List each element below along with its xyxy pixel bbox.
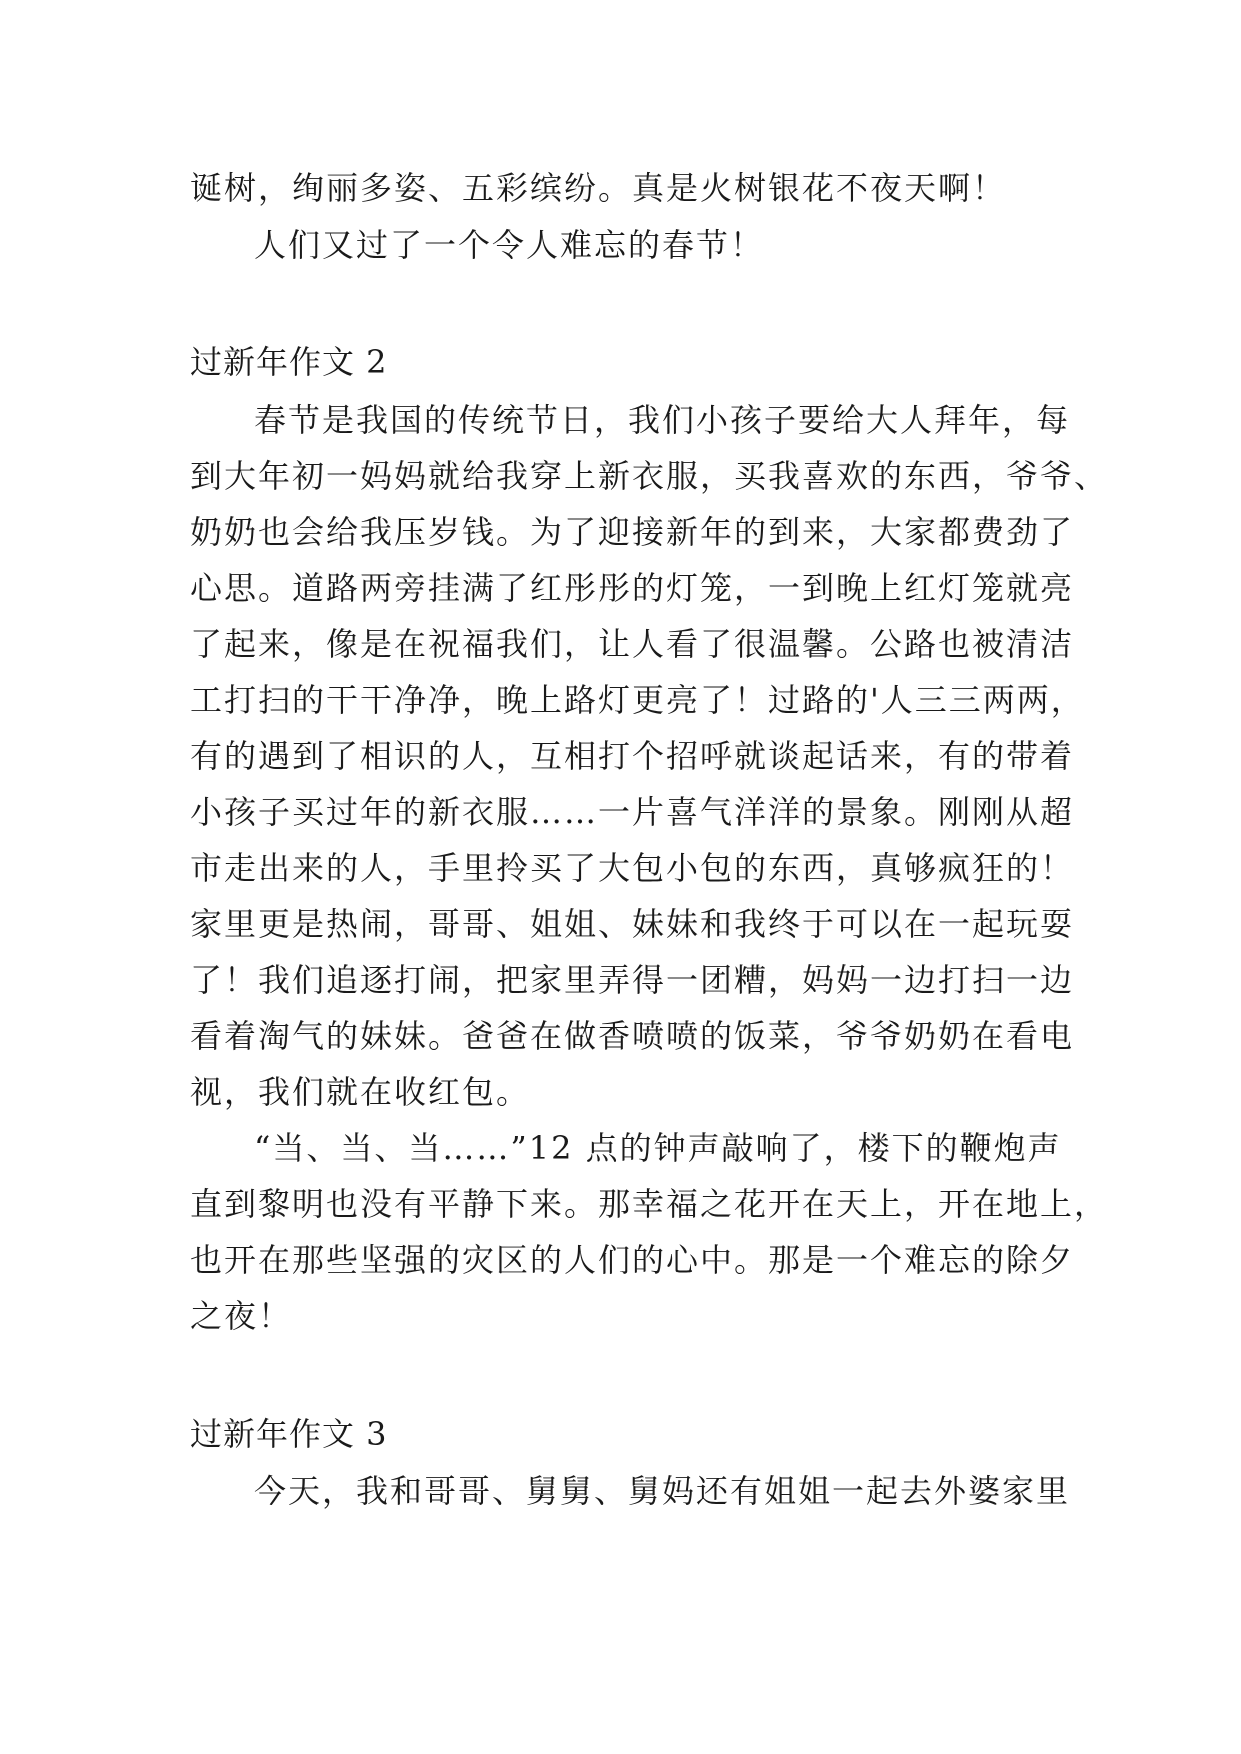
paragraph-line: 人们又过了一个令人难忘的春节！: [254, 226, 765, 264]
paragraph-line: 心思。道路两旁挂满了红彤彤的灯笼，一到晚上红灯笼就亮: [190, 569, 1075, 607]
paragraph-line: 小孩子买过年的新衣服……一片喜气洋洋的景象。刚刚从超: [190, 793, 1075, 831]
paragraph-line: 了！我们追逐打闹，把家里弄得一团糟，妈妈一边打扫一边: [190, 961, 1075, 999]
paragraph-line: 春节是我国的传统节日，我们小孩子要给大人拜年，每: [254, 401, 1071, 439]
paragraph-line: 看着淘气的妹妹。爸爸在做香喷喷的饭菜，爷爷奶奶在看电: [190, 1017, 1075, 1055]
paragraph-line: 之夜！: [190, 1297, 293, 1335]
paragraph-line: 了起来，像是在祝福我们，让人看了很温馨。公路也被清洁: [190, 625, 1075, 663]
paragraph-line: 到大年初一妈妈就给我穿上新衣服，买我喜欢的东西，爷爷、: [190, 457, 1109, 495]
paragraph-line: 视，我们就在收红包。: [190, 1073, 531, 1111]
paragraph-line: 工打扫的干干净净，晚上路灯更亮了！过路的'人三三两两，: [190, 681, 1085, 719]
paragraph-line: 奶奶也会给我压岁钱。为了迎接新年的到来，大家都费劲了: [190, 513, 1075, 551]
paragraph-line: 今天，我和哥哥、舅舅、舅妈还有姐姐一起去外婆家里: [254, 1472, 1071, 1510]
paragraph-line: 家里更是热闹，哥哥、姐姐、妹妹和我终于可以在一起玩耍: [190, 905, 1075, 943]
paragraph-line: 诞树，绚丽多姿、五彩缤纷。真是火树银花不夜天啊！: [190, 169, 1007, 207]
paragraph-line: 有的遇到了相识的人，互相打个招呼就谈起话来，有的带着: [190, 737, 1075, 775]
paragraph-line: 直到黎明也没有平静下来。那幸福之花开在天上，开在地上，: [190, 1185, 1109, 1223]
section-heading: 过新年作文 3: [190, 1415, 388, 1453]
paragraph-line: “当、当、当……”12 点的钟声敲响了，楼下的鞭炮声: [254, 1129, 1062, 1167]
paragraph-line: 市走出来的人，手里拎买了大包小包的东西，真够疯狂的！: [190, 849, 1075, 887]
paragraph-line: 也开在那些坚强的灾区的人们的心中。那是一个难忘的除夕: [190, 1241, 1075, 1279]
section-heading: 过新年作文 2: [190, 343, 388, 381]
